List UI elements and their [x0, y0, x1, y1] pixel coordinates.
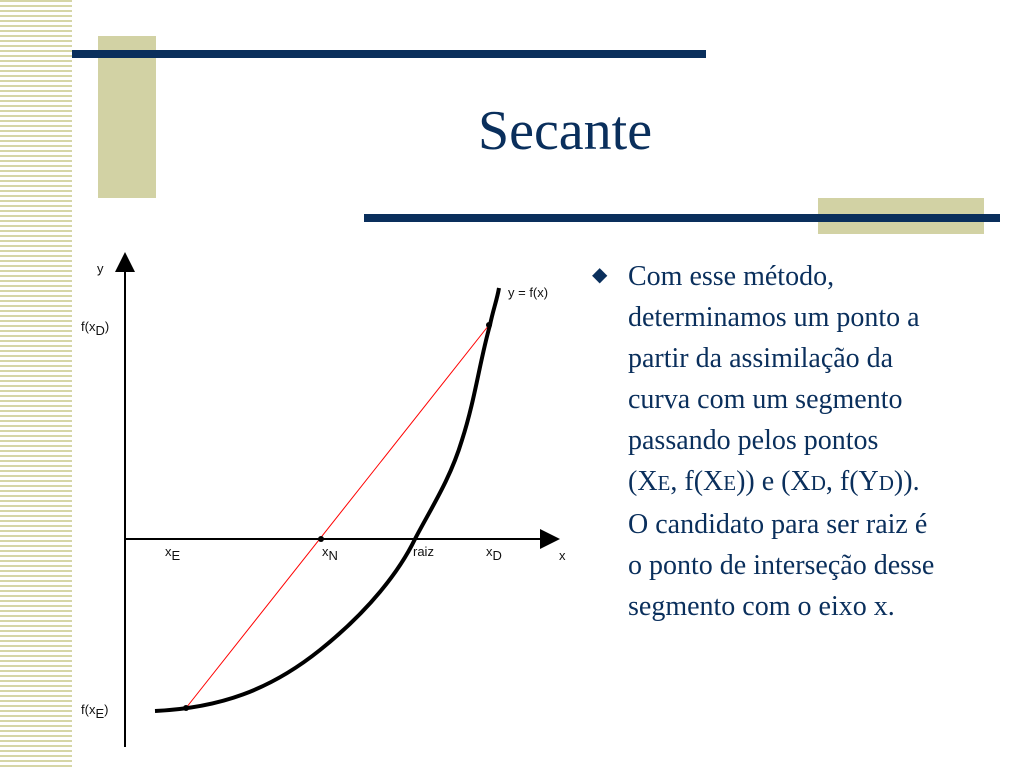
- y-axis-label: y: [97, 261, 104, 276]
- xe-tick-label: xE: [165, 544, 181, 563]
- text-line: O candidato para ser raiz é: [628, 509, 928, 540]
- title-bar-bottom: [364, 214, 1000, 222]
- text-line-points: (XE, f(XE)) e (XD, f(YD)).: [628, 466, 920, 497]
- secant-line: [186, 325, 489, 708]
- point-xd: [486, 322, 492, 328]
- title-bar-top: [72, 50, 706, 58]
- xd-tick-label: xD: [486, 544, 502, 563]
- curve-label: y = f(x): [508, 285, 549, 300]
- f-xe-label: f(xE): [81, 702, 109, 721]
- bullet-text: [628, 256, 1018, 627]
- decorative-stripes: [0, 0, 72, 768]
- text-line: passando pelos pontos: [628, 425, 879, 456]
- point-xn: [318, 536, 324, 542]
- text-line: determinamos um ponto a: [628, 302, 920, 333]
- secant-diagram: [70, 240, 590, 760]
- text-line: Com esse método,: [628, 261, 835, 292]
- diamond-bullet-icon: ◆: [592, 264, 608, 286]
- text-line: curva com um segmento: [628, 384, 903, 415]
- text-line: segmento com o eixo x.: [628, 591, 895, 622]
- text-line: o ponto de interseção desse: [628, 550, 935, 581]
- decor-block-top: [98, 36, 156, 198]
- xn-tick-label: xN: [322, 544, 338, 563]
- f-xd-label: f(xD): [81, 319, 110, 338]
- point-xe: [183, 705, 189, 711]
- x-axis-label: x: [559, 548, 566, 563]
- function-curve: [155, 288, 499, 711]
- slide-title: Secante: [477, 100, 653, 162]
- raiz-label: raiz: [413, 544, 434, 559]
- text-line: partir da assimilação da: [628, 343, 894, 374]
